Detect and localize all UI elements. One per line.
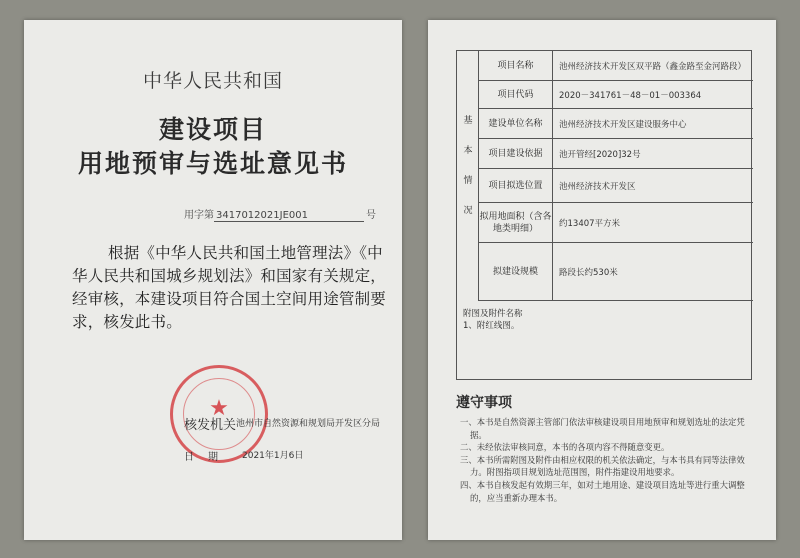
row-value: 池州经济技术开发区双平路（鑫金路至金河路段） (559, 61, 747, 72)
row-label: 项目代码 (479, 81, 553, 108)
row-value: 2020－341761－48－01－003364 (559, 90, 702, 101)
row-label: 拟建设规模 (479, 243, 553, 300)
table-row (479, 81, 753, 109)
notes-list (460, 416, 760, 504)
row-value: 路段长约530米 (559, 267, 618, 278)
row-value: 池州经济技术开发区建设服务中心 (559, 119, 687, 130)
left-page (24, 20, 402, 540)
table-row (479, 243, 753, 301)
attachment-item: 1、附红线图。 (463, 321, 520, 331)
side-char: 情 (463, 176, 473, 186)
row-value: 池开管经[2020]32号 (559, 149, 641, 160)
table-row (479, 139, 753, 169)
row-label: 项目拟选位置 (479, 169, 553, 202)
note-item: 四、本书自核发起有效期三年，如对土地用途、建设项目选址等进行重大调整的，应当重新办理本书。 (460, 479, 745, 503)
certificate-body-text: 根据《中华人民共和国土地管理法》《中华人民共和国城乡规划法》和国家有关规定，经审核，本建设项目符合国土空间用途管制要求，核发此书。 (72, 244, 387, 331)
issuer-label: 核发机关 (184, 418, 237, 433)
note-item: 一、本书是自然资源主管部门依法审核建设项目用地预审和规划选址的法定凭据。 (460, 417, 745, 440)
side-char: 基 (463, 116, 473, 126)
doc-number-value: 3417012021JE001 (214, 210, 364, 222)
row-label: 项目名称 (479, 51, 553, 80)
document-title-line2: 用地预审与选址意见书 (77, 149, 348, 178)
issue-date: 2021年1月6日 (242, 451, 304, 461)
date-label: 日期 (184, 452, 232, 463)
row-label: 建设单位名称 (479, 109, 553, 138)
side-char: 况 (463, 206, 473, 216)
seal-star-icon: ★ (209, 396, 229, 421)
table-row (479, 51, 753, 81)
table-row (479, 169, 753, 203)
notes-title: 遵守事项 (456, 395, 512, 411)
right-page (428, 20, 776, 540)
doc-prefix: 用字第 (184, 210, 214, 221)
document-number (184, 206, 376, 222)
row-value: 池州经济技术开发区 (559, 181, 636, 192)
issuer-value: 池州市自然资源和规划局开发区分局 (236, 419, 381, 429)
table-row (479, 109, 753, 139)
note-item: 二、未经依法审核同意，本书的各项内容不得随意变更。 (460, 442, 670, 453)
country-name: 中华人民共和国 (142, 70, 283, 92)
attachments-label: 附图及附件名称 (463, 309, 523, 319)
basic-info-side-label (457, 51, 479, 301)
row-value: 约13407平方米 (559, 218, 621, 229)
document-title-line1: 建设项目 (158, 115, 267, 144)
side-char: 本 (463, 146, 473, 156)
table-row (479, 203, 753, 243)
doc-suffix: 号 (366, 210, 376, 221)
row-label: 拟用地面积（含各地类明细） (479, 203, 553, 242)
basic-info-table (456, 50, 752, 380)
row-label: 项目建设依据 (479, 139, 553, 168)
note-item: 三、本书所需附图及附件由相应权限的机关依法确定，与本书具有同等法律效力。附图指项目规划选址范围图，附件指建设用地要求。 (460, 454, 745, 478)
